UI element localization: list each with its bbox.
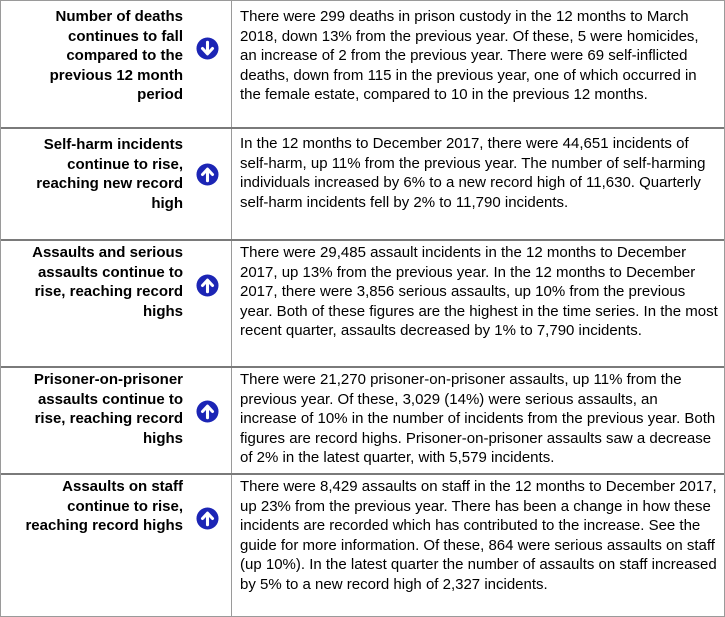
column-divider [231, 241, 232, 366]
arrow-up-circle-icon [196, 274, 219, 297]
column-divider [231, 368, 232, 473]
column-divider [231, 1, 232, 127]
row-description: There were 29,485 assault incidents in the 12 months to December 2017, up 13% from the previous year. In the 12 months to December 2017, there were 3,856 serious assaults, up 10% from the previous year. Both of these figures are the highest in the time series. In the most recent quarter, assaults decreased by 1% to 7,790 incidents. [240, 244, 718, 340]
row-heading: Assaults on staff continue to rise, reaching record highs [25, 478, 183, 535]
arrow-up-circle-icon [196, 507, 219, 530]
arrow-up-circle-icon [196, 163, 219, 186]
row-description: There were 299 deaths in prison custody in the 12 months to March 2018, down 13% from the previous year. Of these, 5 were homicides, an increase of 2 from the previous year. There were 69 self-inflicted deaths, down from 115 in the previous year, one of which occurred in the female estate, compared to 10 in the previous 12 months. [240, 8, 699, 104]
row-heading: Self-harm incidents continue to rise, reaching new record high [36, 136, 183, 212]
column-divider [231, 475, 232, 616]
table-row-staff-assaults [1, 475, 724, 616]
arrow-up-circle-icon [196, 400, 219, 423]
arrow-down-circle-icon [196, 37, 219, 60]
row-description: In the 12 months to December 2017, there were 44,651 incidents of self-harm, up 11% from the previous year. The number of self-harming individuals increased by 6% to a new record high of 11,630. Quarterly self-harm incidents fell by 2% to 11,790 incidents. [240, 135, 706, 211]
table-row-deaths [1, 1, 724, 129]
row-heading: Assaults and serious assaults continue to rise, reaching record highs [32, 244, 183, 320]
table-row-prisoner-assaults [1, 368, 724, 475]
row-description: There were 8,429 assaults on staff in the 12 months to December 2017, up 23% from the previous year. There has been a change in how these incidents are recorded which has contributed to the increase. See the guide for more information. Of these, 864 were serious assaults on staff (up 10%). In the latest quarter the number of assaults on staff increased by 5% to a new record high of 2,327 incidents. [240, 478, 717, 593]
table-row-assaults [1, 241, 724, 368]
row-heading: Prisoner-on-prisoner assaults continue to rise, reaching record highs [33, 371, 183, 447]
row-heading: Number of deaths continues to fall compared to the previous 12 month period [49, 8, 183, 104]
row-description: There were 21,270 prisoner-on-prisoner assaults, up 11% from the previous year. Of these, 3,029 (14%) were serious assaults, an increase of 10% in the number of incidents from the previous year. Both figures are record highs. Prisoner-on-prisoner assaults saw a decrease of 2% in the latest quarter, with 5,579 incidents. [240, 371, 716, 467]
column-divider [231, 129, 232, 239]
table-row-self-harm [1, 129, 724, 241]
